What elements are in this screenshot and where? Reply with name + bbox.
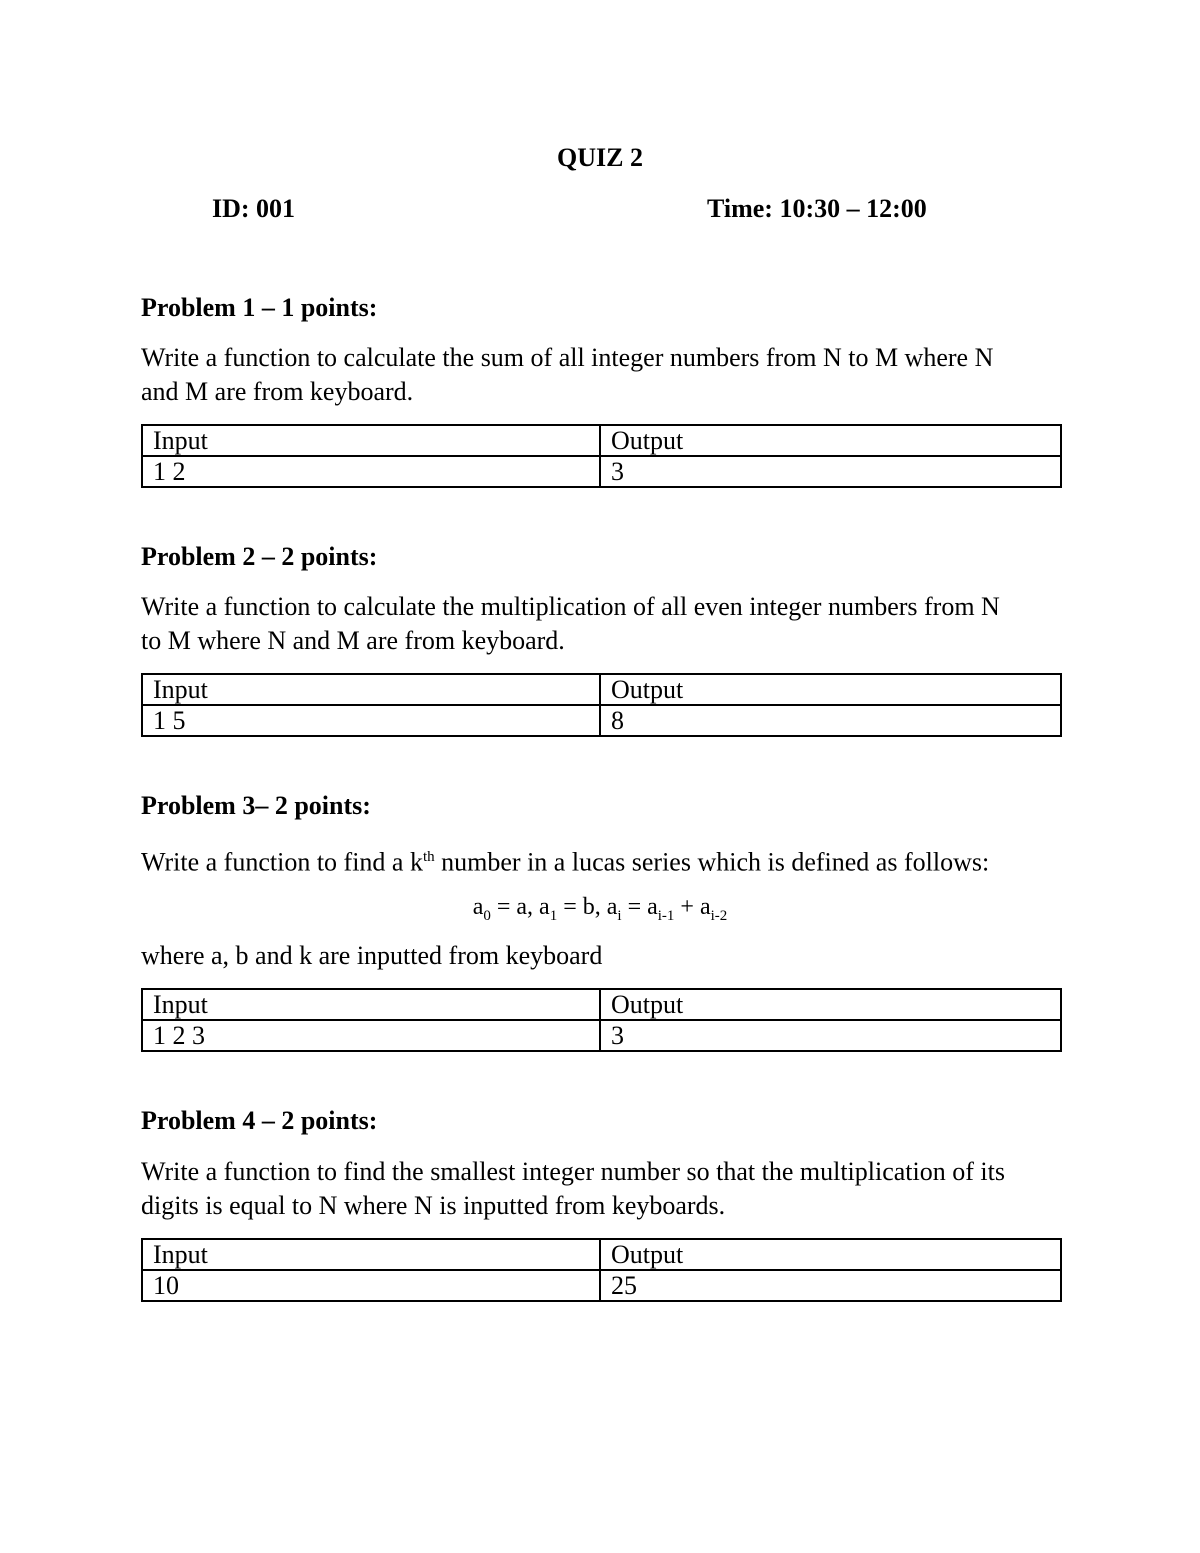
problem-3-text-start: Write a function to find a k bbox=[141, 847, 423, 877]
problem-3-text-line-1 bbox=[141, 840, 989, 880]
lucas-formula bbox=[0, 890, 1200, 933]
input-cell: 1 5 bbox=[142, 705, 600, 736]
input-cell: 1 2 3 bbox=[142, 1020, 600, 1051]
page-title: QUIZ 2 bbox=[557, 143, 643, 172]
output-header: Output bbox=[600, 989, 1061, 1020]
formula-subscript: i bbox=[617, 907, 622, 924]
table-header-row bbox=[142, 1239, 1061, 1270]
problem-4-io-table bbox=[141, 1238, 1062, 1302]
output-cell: 3 bbox=[600, 456, 1061, 487]
problem-2-text-line-1: Write a function to calculate the multiplication of all even integer numbers from N bbox=[141, 592, 1000, 621]
problem-4-text-line-2: digits is equal to N where N is inputted from keyboards. bbox=[141, 1191, 726, 1220]
problem-2-io-table bbox=[141, 673, 1062, 737]
formula-subscript: i-2 bbox=[710, 907, 728, 924]
formula-part: = a bbox=[621, 894, 658, 920]
table-header-row bbox=[142, 989, 1061, 1020]
formula-subscript: i-1 bbox=[657, 907, 675, 924]
table-row bbox=[142, 1020, 1061, 1051]
problem-4-heading: Problem 4 – 2 points: bbox=[141, 1106, 378, 1135]
output-header: Output bbox=[600, 425, 1061, 456]
table-row bbox=[142, 705, 1061, 736]
problem-1-text-line-1: Write a function to calculate the sum of all integer numbers from N to M where N bbox=[141, 343, 994, 372]
superscript-th: th bbox=[422, 849, 435, 865]
input-header: Input bbox=[142, 989, 600, 1020]
output-header: Output bbox=[600, 674, 1061, 705]
table-header-row bbox=[142, 425, 1061, 456]
problem-1-io-table bbox=[141, 424, 1062, 488]
problem-2-heading: Problem 2 – 2 points: bbox=[141, 542, 378, 571]
problem-2-text-line-2: to M where N and M are from keyboard. bbox=[141, 626, 565, 655]
input-header: Input bbox=[142, 1239, 600, 1270]
problem-1-heading: Problem 1 – 1 points: bbox=[141, 293, 378, 322]
problem-1-text-line-2: and M are from keyboard. bbox=[141, 377, 414, 406]
formula-part: = b, a bbox=[557, 894, 618, 920]
problem-3-heading: Problem 3– 2 points: bbox=[141, 791, 371, 820]
formula-part: a bbox=[472, 894, 484, 920]
output-cell: 25 bbox=[600, 1270, 1061, 1301]
quiz-time: Time: 10:30 – 12:00 bbox=[707, 194, 927, 223]
formula-subscript: 1 bbox=[549, 907, 558, 924]
table-row bbox=[142, 1270, 1061, 1301]
output-cell: 8 bbox=[600, 705, 1061, 736]
problem-3-text-end: number in a lucas series which is defined as follows: bbox=[434, 847, 990, 877]
input-cell: 1 2 bbox=[142, 456, 600, 487]
output-cell: 3 bbox=[600, 1020, 1061, 1051]
problem-3-io-table bbox=[141, 988, 1062, 1052]
input-header: Input bbox=[142, 674, 600, 705]
formula-part: + a bbox=[674, 894, 711, 920]
problem-4-text-line-1: Write a function to find the smallest integer number so that the multiplication of its bbox=[141, 1157, 1005, 1186]
formula-part: = a, a bbox=[490, 894, 550, 920]
table-header-row bbox=[142, 674, 1061, 705]
formula-subscript: 0 bbox=[483, 907, 491, 924]
input-header: Input bbox=[142, 425, 600, 456]
problem-3-text-line-2: where a, b and k are inputted from keyboard bbox=[141, 941, 603, 970]
table-row bbox=[142, 456, 1061, 487]
input-cell: 10 bbox=[142, 1270, 600, 1301]
output-header: Output bbox=[600, 1239, 1061, 1270]
quiz-id: ID: 001 bbox=[212, 194, 296, 223]
